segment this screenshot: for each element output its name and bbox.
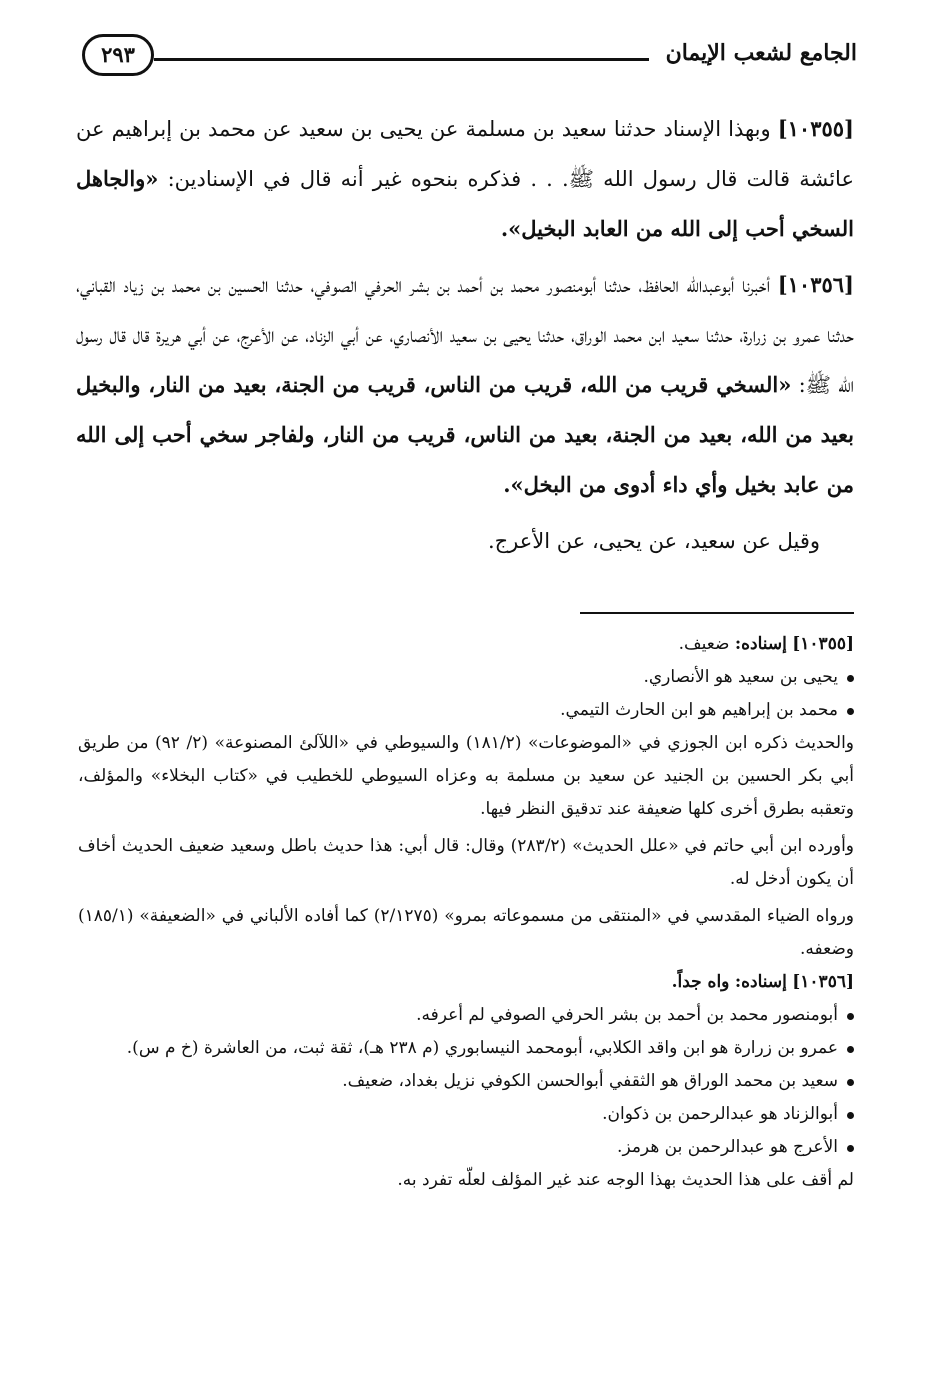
list-item-text: أبومنصور محمد بن أحمد بن بشر الحرفي الصوفي لم أعرفه.: [416, 1005, 838, 1025]
narrator-list-10356: [78, 999, 854, 1164]
bullet-icon: [847, 1112, 854, 1119]
main-text: [76, 104, 854, 572]
bullet-icon: [847, 1145, 854, 1152]
hadith-10356: [76, 260, 854, 510]
bullet-icon: [847, 708, 854, 715]
list-item: [78, 1065, 854, 1098]
bullet-icon: [847, 675, 854, 682]
hadith-quote: «والجاهل السخي أحب إلى الله من العابد البخيل».: [76, 166, 854, 241]
running-title: الجامع لشعب الإيمان: [665, 40, 857, 66]
hadith-quote: «السخي قريب من الله، قريب من الناس، قريب من الجنة، بعيد من النار، والبخيل بعيد من الله، بعيد من الجنة، بعيد من الناس، قريب من النار، ولفاجر سخي أحب إلى الله من عابد بخيل وأي داء أدوى من البخل».: [76, 372, 854, 497]
footnote-ref: [١٠٣٥٦]: [792, 972, 854, 992]
hadith-ref: [١٠٣٥٦]: [777, 272, 854, 297]
list-item-text: الأعرج هو عبدالرحمن بن هرمز.: [617, 1137, 838, 1157]
list-item-text: عمرو بن زرارة هو ابن واقد الكلابي، أبومحمد النيسابوري (م ٢٣٨ هـ)، ثقة ثبت، من العاشرة (خ م س).: [126, 1038, 838, 1058]
list-item-text: أبوالزناد هو عبدالرحمن بن ذكوان.: [602, 1104, 838, 1124]
footnote-closing: لم أقف على هذا الحديث بهذا الوجه عند غير المؤلف لعلّه تفرد به.: [397, 1170, 854, 1190]
list-item: [78, 999, 854, 1032]
footnote-heading-10355: [78, 628, 854, 661]
list-item-text: يحيى بن سعيد هو الأنصاري.: [643, 667, 838, 687]
header-rule: [154, 58, 649, 61]
list-item: [78, 661, 854, 694]
footnote-paragraph: ورواه الضياء المقدسي في «المنتقى من مسموعاته بمرو» (٢/١٢٧٥) كما أفاده الألباني في «الضعيفة» (١٨٥/١) وضعفه.: [78, 906, 854, 959]
closing-line: وقيل عن سعيد، عن يحيى، عن الأعرج.: [487, 529, 820, 553]
list-item-text: سعيد بن محمد الوراق هو الثقفي أبوالحسن الكوفي نزيل بغداد، ضعيف.: [342, 1071, 838, 1091]
isnad-label: إسناده:: [734, 634, 787, 654]
list-item: [78, 1131, 854, 1164]
list-item-text: محمد بن إبراهيم هو ابن الحارث التيمي.: [560, 700, 838, 720]
bullet-icon: [847, 1079, 854, 1086]
footnote-ref: [١٠٣٥٥]: [792, 634, 854, 654]
footnote-separator: [580, 612, 854, 614]
footnote-paragraph: وأورده ابن أبي حاتم في «علل الحديث» (٢٨٣/٢) وقال: قال أبي: هذا حديث باطل وسعيد ضعيف الحديث أخاف أن يكون أدخل له.: [78, 836, 855, 889]
list-item: [78, 1032, 854, 1065]
hadith-ref: [١٠٣٥٥]: [777, 116, 854, 141]
hadith-chain: أخبرنا أبوعبدالله الحافظ، حدثنا أبومنصور محمد بن أحمد بن بشر الحرفي الصوفي، حدثنا الحسين بن محمد بن زياد القباني، حدثنا عمرو بن زرارة، حدثنا سعيد ابن محمد الوراق، حدثنا يحيى بن سعيد الأنصاري، عن أبي الزناد، عن الأعرج، عن أبي هريرة قال قال رسول الله ﷺ:: [76, 273, 854, 397]
page-header: [82, 30, 857, 86]
page-number: ٢٩٣: [82, 34, 154, 76]
isnad-grade: واه جداً.: [671, 972, 730, 992]
footnotes: [78, 628, 854, 1197]
isnad-grade: ضعيف.: [678, 634, 730, 654]
footnote-heading-10356: [78, 966, 854, 999]
isnad-label: إسناده:: [734, 972, 787, 992]
list-item: [78, 1098, 854, 1131]
footnote-paragraph: والحديث ذكره ابن الجوزي في «الموضوعات» (١٨١/٢) والسيوطي في «اللآلئ المصنوعة» (٢/ ٩٢) من طريق أبي بكر الحسين بن الجنيد عن سعيد بن مسلمة به وعزاه السيوطي للخطيب في «كتاب البخلاء» والمؤلف، وتعقبه بطرق أخرى كلها ضعيفة عند تدقيق النظر فيها.: [78, 733, 855, 819]
list-item: [78, 694, 854, 727]
hadith-10355: [76, 104, 854, 254]
bullet-icon: [847, 1013, 854, 1020]
narrator-list-10355: [78, 661, 854, 727]
hadith-chain: وبهذا الإسناد حدثنا سعيد بن مسلمة عن يحيى بن سعيد عن محمد بن إبراهيم عن عائشة قالت قال رسول الله ﷺ. . . فذكره بنحوه غير أنه قال في الإسنادين:: [76, 117, 854, 191]
bullet-icon: [847, 1046, 854, 1053]
